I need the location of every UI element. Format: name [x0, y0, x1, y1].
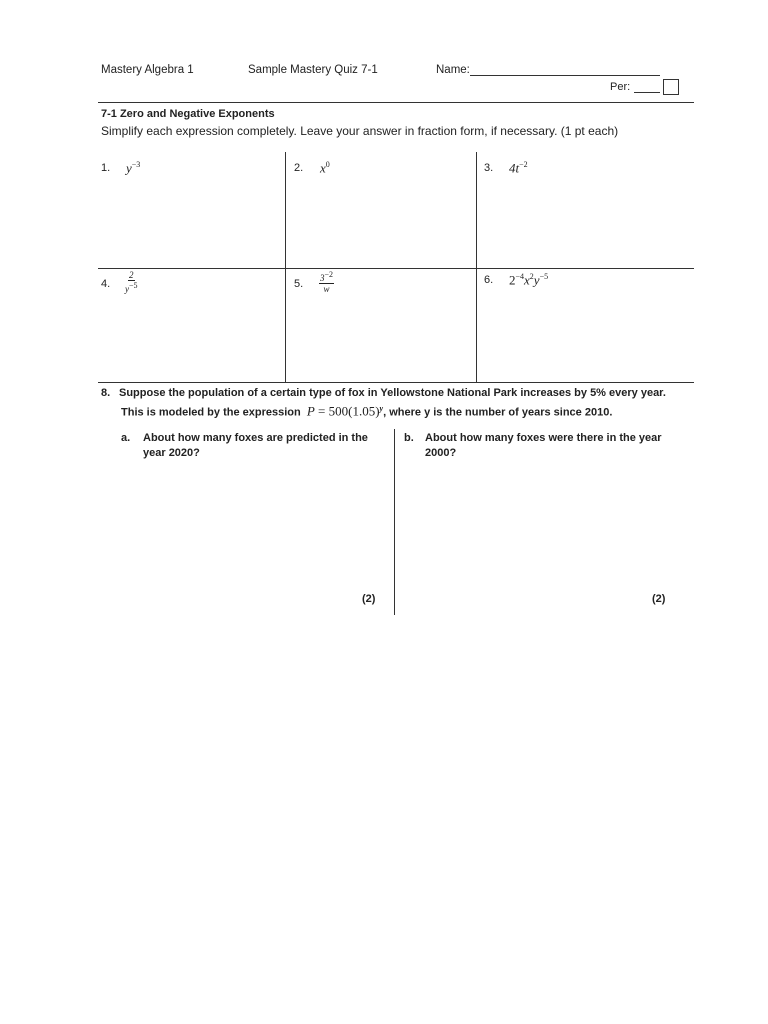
header-divider — [98, 102, 694, 103]
part-b-points: (2) — [652, 593, 666, 605]
section-title: 7-1 Zero and Negative Exponents — [101, 108, 275, 120]
section-instructions: Simplify each expression completely. Leave your answer in fraction form, if necessary. (1 pt each) — [101, 124, 619, 138]
grid-divider-2 — [476, 152, 477, 382]
quiz-title: Sample Mastery Quiz 7-1 — [248, 64, 378, 76]
problem-3-number: 3. — [484, 162, 494, 174]
problem-4-number: 4. — [101, 278, 111, 290]
name-label: Name: — [436, 64, 470, 76]
parts-divider — [394, 429, 395, 615]
part-b-text: About how many foxes were there in the year 2000? — [425, 432, 662, 459]
problem-2-expression: $x^0$ — [320, 160, 330, 176]
problem-8-line1: Suppose the population of a certain type of fox in Yellowstone National Park increases by 5% every year. — [119, 387, 666, 399]
problem-1-number: 1. — [101, 162, 111, 174]
period-label: Per: — [610, 81, 631, 93]
part-a-label: a. — [121, 432, 131, 444]
course-title: Mastery Algebra 1 — [101, 64, 194, 76]
part-a-points: (2) — [362, 593, 376, 605]
name-line[interactable] — [470, 75, 660, 76]
problem-1-expression: $y^{-3}$ — [126, 160, 141, 176]
score-checkbox[interactable] — [663, 79, 679, 95]
problem-6-expression: $2^{-4}x^2y^{-5}$ — [509, 272, 549, 288]
problem-5-expression: $\frac{3^{-2}}{w}$ — [320, 270, 334, 294]
problem-3-expression: $4t^{-2}$ — [509, 160, 528, 176]
problem-8-number: 8. — [101, 387, 111, 399]
grid-divider-1 — [285, 152, 286, 382]
problem-2-number: 2. — [294, 162, 304, 174]
problem-5-number: 5. — [294, 278, 304, 290]
part-a-text: About how many foxes are predicted in the year 2020? — [143, 432, 368, 459]
grid-row-divider — [98, 268, 694, 269]
problem-6-number: 6. — [484, 274, 494, 286]
problem-4-expression: $\frac{2}{y^{-5}}$ — [125, 270, 138, 294]
period-line[interactable] — [634, 92, 660, 93]
grid-bottom-divider — [98, 382, 694, 383]
problem-8-line2: This is modeled by the expression $P = 500(1.05)^y$, where y is the number of years since 2010. — [121, 403, 613, 419]
part-b-label: b. — [404, 432, 414, 444]
